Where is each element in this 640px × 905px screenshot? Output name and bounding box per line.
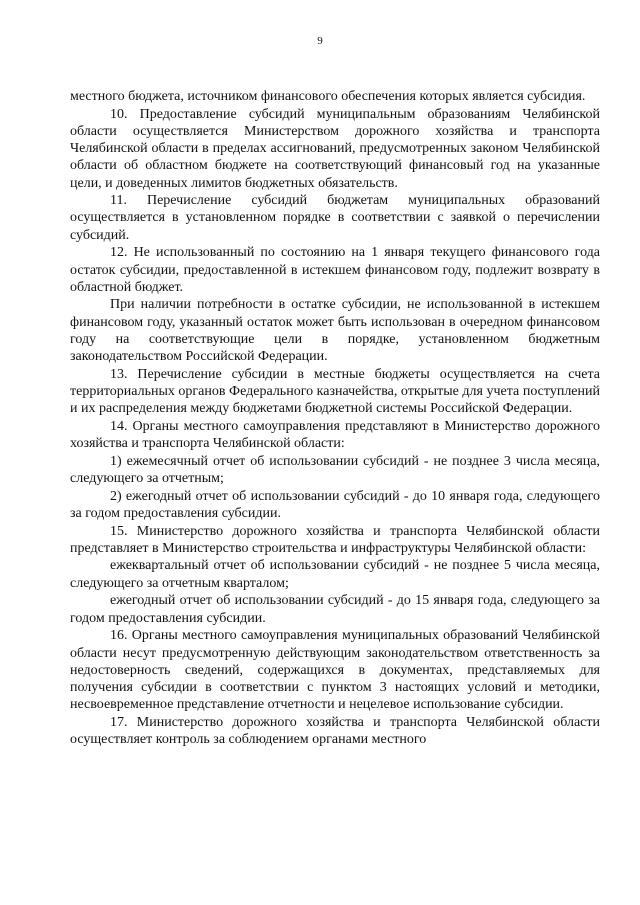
paragraph-11: 11. Перечисление субсидий бюджетам муниципальных образований осуществляется в установленном порядке в соответствии с заявкой о перечислении субсидий. [70, 193, 600, 243]
page-number: 9 [317, 35, 323, 47]
paragraph-12: 12. Не использованный по состоянию на 1 января текущего финансового года остаток субсидии, предоставленной в истекшем финансовом году, подлежит возврату в областной бюджет. [70, 245, 600, 295]
document-body [70, 88, 600, 749]
paragraph-14-item-2: 2) ежегодный отчет об использовании субсидий - до 10 января года, следующего за годом предоставления субсидии. [70, 488, 600, 521]
paragraph-15-quarterly: ежеквартальный отчет об использовании субсидий - не позднее 5 числа месяца, следующего за отчетным кварталом; [70, 558, 600, 591]
paragraph-continuation: местного бюджета, источником финансового обеспечения которых является субсидия. [70, 89, 586, 104]
paragraph-13: 13. Перечисление субсидии в местные бюджеты осуществляется на счета территориальных органов Федерального казначейства, открытые для учета поступлений и их распределения между бюджетами бюджетной системы Российской Федерации. [70, 366, 600, 417]
paragraph-16: 16. Органы местного самоуправления муниципальных образований Челябинской области несут предусмотренную действующим законодательством ответственность за недостоверность сведений, содержащихся в документах, представляемых для получения субсидии в соответствии с пунктом 3 настоящих условий и методики, несвоевременное представление отчетности и нецелевое использование субсидии. [70, 628, 600, 713]
paragraph-10: 10. Предоставление субсидий муниципальным образованиям Челябинской области осуществляется Министерством дорожного хозяйства и транспорта Челябинской области в пределах ассигнований, предусмотренных законом Челябинской области об областном бюджете на соответствующий финансовый год на указанные цели, и доведенных лимитов бюджетных обязательств. [70, 106, 600, 191]
paragraph-15-annual: ежегодный отчет об использовании субсидий - до 15 января года, следующего за годом предоставления субсидии. [70, 593, 600, 626]
paragraph-15: 15. Министерство дорожного хозяйства и транспорта Челябинской области представляет в Министерство строительства и инфраструктуры Челябинской области: [70, 523, 600, 556]
paragraph-12-remainder: При наличии потребности в остатке субсидии, не использованной в истекшем финансовом году, указанный остаток может быть использован в очередном финансовом году на соответствующие цели в порядке, установленном бюджетным законодательством Российской Федерации. [70, 297, 600, 365]
paragraph-14: 14. Органы местного самоуправления представляют в Министерство дорожного хозяйства и транспорта Челябинской области: [70, 418, 600, 452]
paragraph-17: 17. Министерство дорожного хозяйства и транспорта Челябинской области осуществляет контроль за соблюдением органами местного [70, 714, 600, 748]
paragraph-14-item-1: 1) ежемесячный отчет об использовании субсидий - не позднее 3 числа месяца, следующего за отчетным; [70, 453, 600, 486]
